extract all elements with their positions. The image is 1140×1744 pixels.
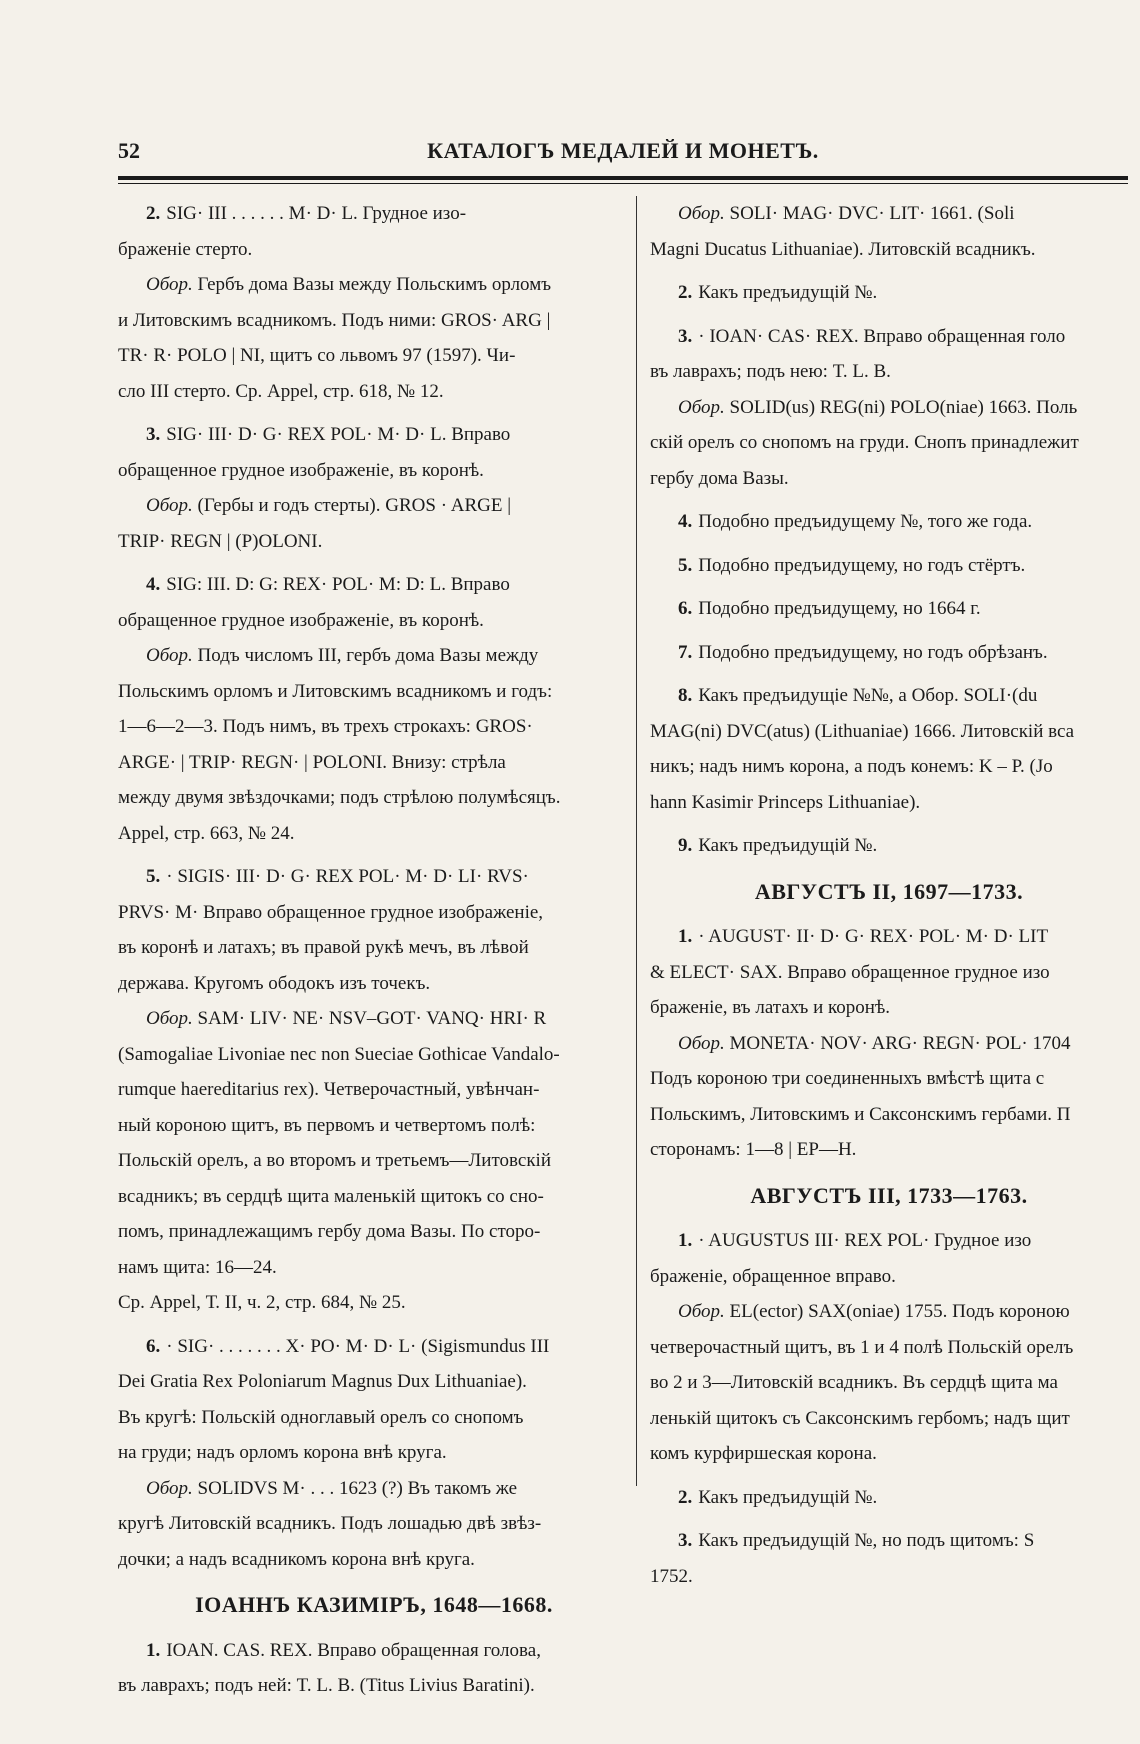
entry-line: 9. Какъ предъидущій №. — [678, 835, 878, 856]
header-rule-thin — [118, 183, 1128, 184]
august3-entry — [650, 1223, 1128, 1472]
entry-line: обращенное грудное изображеніе, въ коронѣ. — [118, 609, 484, 631]
right-entry — [650, 678, 1128, 820]
obverse-line: кругѣ Литовскій всадникъ. Подъ лошадью двѣ звѣз- — [118, 1513, 542, 1534]
entry-number: 1. — [678, 1230, 693, 1251]
august2-entry — [650, 919, 1128, 1168]
obverse-line: и Литовскимъ всадникомъ. Подъ ними: GROS· ARG | — [118, 309, 551, 331]
right-entry — [650, 548, 1128, 584]
right-entry — [650, 635, 1128, 671]
obverse-line: гербу дома Вазы. — [650, 467, 789, 489]
entry-number: 2. — [678, 282, 693, 303]
entry-line: 4. SIG: III. D: G: REX· POL· M: D: L. Вправо — [146, 574, 510, 595]
obverse-label: Обор. — [146, 1477, 193, 1499]
obverse-line: Ср. Appel, Т. II, ч. 2, стр. 684, № 25. — [118, 1292, 406, 1313]
right-column — [650, 196, 1128, 1602]
obverse-line: Magni Ducatus Lithuaniae). Литовскій всадникъ. — [650, 238, 1036, 260]
entry-number: 3. — [678, 325, 693, 347]
obverse-line: намъ щита: 16—24. — [118, 1256, 277, 1278]
obverse-line: Обор. SOLI· MAG· DVC· LIT· 1661. (Soli — [678, 203, 1015, 224]
entry-line: 5. Подобно предъидущему, но годъ стёртъ. — [678, 554, 1026, 576]
entry-line: 7. Подобно предъидущему, но годъ обрѣзанъ. — [678, 641, 1048, 663]
section-heading: IOАННЪ КАЗИМІРЪ, 1648—1668. — [195, 1592, 553, 1617]
entry-line: MAG(ni) DVC(atus) (Lithuaniae) 1666. Литовскій вса — [650, 720, 1075, 742]
obverse-line: всадникъ; въ сердцѣ щита маленькій щитокъ со сно- — [118, 1185, 544, 1207]
header-rule-thick — [118, 176, 1128, 180]
obverse-line: 1—6—2—3. Подъ нимъ, въ трехъ строкахъ: GROS· — [118, 716, 533, 737]
obverse-label: Обор. — [146, 274, 193, 295]
obverse-line: Польскимъ орломъ и Литовскимъ всадникомъ и годъ: — [118, 680, 553, 702]
entry-number: 1. — [678, 926, 693, 947]
section-heading: АВГУСТЪ II, 1697—1733. — [754, 878, 1024, 904]
obverse-line: Обор. SOLID(us) REG(ni) POLO(niae) 1663. Поль — [678, 396, 1078, 418]
entry-line: въ лаврахъ; подъ ней: T. L. B. (Titus Livius Baratini). — [118, 1675, 535, 1696]
entry-number: 1. — [146, 1639, 161, 1661]
right-entry — [650, 319, 1128, 497]
entry-line: Dei Gratia Rex Poloniarum Magnus Dux Lithuaniae). — [118, 1371, 527, 1392]
right-entry — [650, 504, 1128, 540]
entry-number: 2. — [678, 1486, 693, 1508]
entry-line: 2. SIG· III . . . . . . M· D· L. Грудное изо- — [146, 203, 467, 224]
obverse-line: комъ курфиршеская корона. — [650, 1443, 877, 1464]
entry-line: въ лаврахъ; подъ нею: T. L. B. — [650, 361, 891, 382]
entry-line: 4. Подобно предъидущему №, того же года. — [678, 511, 1033, 532]
obverse-line: Обор. MONETA· NOV· ARG· REGN· POL· 1704 — [678, 1032, 1071, 1054]
obverse-line: ленькій щитокъ съ Саксонскимъ гербомъ; надъ щит — [650, 1407, 1070, 1429]
obverse-line: между двумя звѣздочками; подъ стрѣлою полумѣсяцъ. — [118, 787, 561, 808]
obverse-label: Обор. — [678, 1301, 725, 1322]
entry-line: въ коронѣ и латахъ; въ правой рукѣ мечъ, въ лѣвой — [118, 937, 529, 958]
obverse-line: Обор. SAM· LIV· NE· NSV–GOT· VANQ· HRI· R — [146, 1008, 547, 1029]
entry-line: 1752. — [650, 1565, 693, 1587]
obverse-line: Подъ короною три соединенныхъ вмѣстѣ щита с — [650, 1068, 1045, 1089]
left-entry — [118, 417, 630, 559]
entry-line: 5. · SIGIS· III· D· G· REX POL· M· D· LI· RVS· — [146, 866, 529, 887]
entry-line: на груди; надъ орломъ корона внѣ круга. — [118, 1442, 447, 1463]
right-entry — [650, 828, 1128, 864]
entry-number: 5. — [678, 554, 693, 576]
column-divider — [636, 196, 637, 1486]
entry-line: никъ; надъ нимъ корона, а подъ конемъ: K – P. (Jo — [650, 756, 1053, 777]
obverse-line: скій орелъ со снопомъ на груди. Снопъ принадлежит — [650, 432, 1079, 453]
entry-line: браженіе, въ латахъ и коронѣ. — [650, 997, 891, 1018]
entry-line: Въ кругѣ: Польскій одноглавый орелъ со снопомъ — [118, 1406, 524, 1428]
running-title: КАТАЛОГЪ МЕДАЛЕЙ И МОНЕТЪ. — [427, 138, 819, 163]
entry-number: 5. — [146, 866, 161, 887]
obverse-line: Польскимъ, Литовскимъ и Саксонскимъ гербами. П — [650, 1103, 1071, 1125]
obverse-line: Appel, стр. 663, № 24. — [118, 822, 295, 844]
obverse-line: Обор. SOLIDVS M· . . . 1623 (?) Въ такомъ же — [146, 1477, 518, 1499]
page-number: 52 — [118, 138, 140, 163]
entry-line: 3. Какъ предъидущій №, но подъ щитомъ: S — [678, 1530, 1035, 1551]
obverse-line: Польскій орелъ, а во второмъ и третьемъ—Литовскій — [118, 1150, 551, 1171]
entry-number: 6. — [678, 598, 693, 619]
obverse-line: Обор. (Гербы и годъ стерты). GROS · ARGE | — [146, 495, 511, 516]
entry-line: 6. Подобно предъидущему, но 1664 г. — [678, 598, 981, 619]
entry-line: 1. · AUGUST· II· D· G· REX· POL· M· D· LIT — [678, 926, 1049, 947]
entry-line: браженіе, обращенное вправо. — [650, 1265, 896, 1287]
entry-number: 4. — [678, 511, 693, 532]
left-column — [118, 196, 630, 1712]
entry-number: 8. — [678, 685, 693, 706]
left-entry — [118, 1633, 630, 1704]
left-entry — [118, 859, 630, 1321]
entry-line: PRVS· M· Вправо обращенное грудное изображеніе, — [118, 901, 544, 923]
left-entry — [118, 1329, 630, 1578]
entry-line: 2. Какъ предъидущій №. — [678, 282, 878, 303]
right-top-entry — [650, 196, 1128, 267]
entry-line: & ELECT· SAX. Вправо обращенное грудное изо — [650, 961, 1050, 983]
obverse-line: помъ, принадлежащимъ гербу дома Вазы. По сторо- — [118, 1221, 541, 1242]
obverse-line: (Samogaliae Livoniae nec non Sueciae Gothicae Vandalo- — [118, 1043, 560, 1065]
obverse-label: Обор. — [678, 1032, 725, 1054]
section-heading: АВГУСТЪ III, 1733—1763. — [750, 1182, 1028, 1208]
entry-number: 4. — [146, 574, 161, 595]
entry-number: 3. — [146, 424, 161, 445]
left-entry — [118, 196, 630, 409]
entry-line: обращенное грудное изображеніе, въ коронѣ. — [118, 459, 484, 481]
obverse-label: Обор. — [146, 1008, 193, 1029]
right-entry — [650, 591, 1128, 627]
entry-line: 8. Какъ предъидущіе №№, а Обор. SOLI·(du — [678, 685, 1038, 706]
obverse-line: дочки; а надъ всадникомъ корона внѣ круга. — [118, 1548, 475, 1570]
entry-line: 6. · SIG· . . . . . . . X· PO· M· D· L· (Sigismundus III — [146, 1335, 550, 1357]
august3-entry — [650, 1523, 1128, 1594]
obverse-line: четверочастный щитъ, въ 1 и 4 полѣ Польскій орелъ — [650, 1336, 1074, 1358]
entry-line: 2. Какъ предъидущій №. — [678, 1486, 878, 1508]
obverse-line: сло III стерто. Ср. Appel, стр. 618, № 12. — [118, 380, 444, 402]
entry-number: 9. — [678, 835, 693, 856]
obverse-line: rumque haereditarius rex). Четверочастный, увѣнчан- — [118, 1079, 540, 1100]
obverse-line: ARGE· | TRIP· REGN· | POLONI. Внизу: стрѣла — [118, 751, 506, 773]
august3-entry — [650, 1480, 1128, 1516]
obverse-line: Обор. Гербъ дома Вазы между Польскимъ орломъ — [146, 274, 552, 295]
obverse-label: Обор. — [146, 645, 193, 666]
obverse-line: TR· R· POLO | NI, щитъ со львомъ 97 (1597). Чи- — [118, 345, 516, 366]
entry-line: 3. · IOAN· CAS· REX. Вправо обращенная голо — [678, 325, 1066, 347]
obverse-line: Обор. Подъ числомъ III, гербъ дома Вазы между — [146, 645, 539, 666]
right-entry — [650, 275, 1128, 311]
obverse-line: TRIP· REGN | (P)OLONI. — [118, 530, 323, 552]
entry-line: 1. IOAN. CAS. REX. Вправо обращенная голова, — [146, 1639, 541, 1661]
entry-line: держава. Кругомъ ободокъ изъ точекъ. — [118, 972, 431, 994]
entry-number: 6. — [146, 1335, 161, 1357]
entry-line: 3. SIG· III· D· G· REX POL· M· D· L. Вправо — [146, 424, 511, 445]
left-entry — [118, 567, 630, 851]
obverse-line: сторонамъ: 1—8 | EP—H. — [650, 1139, 857, 1160]
obverse-line: ный короною щитъ, въ первомъ и четвертомъ полѣ: — [118, 1114, 536, 1136]
obverse-line: во 2 и 3—Литовскій всадникъ. Въ сердцѣ щита ма — [650, 1372, 1058, 1393]
page-header — [118, 138, 1128, 172]
entry-line: hann Kasimir Princeps Lithuaniae). — [650, 791, 921, 813]
entry-number: 2. — [146, 203, 161, 224]
entry-line: 1. · AUGUSTUS III· REX POL· Грудное изо — [678, 1230, 1032, 1251]
entry-line: браженіе стерто. — [118, 238, 253, 260]
entry-number: 3. — [678, 1530, 693, 1551]
obverse-label: Обор. — [678, 396, 725, 418]
obverse-label: Обор. — [146, 495, 193, 516]
obverse-line: Обор. EL(ector) SAX(oniae) 1755. Подъ короною — [678, 1301, 1070, 1322]
obverse-label: Обор. — [678, 203, 725, 224]
entry-number: 7. — [678, 641, 693, 663]
